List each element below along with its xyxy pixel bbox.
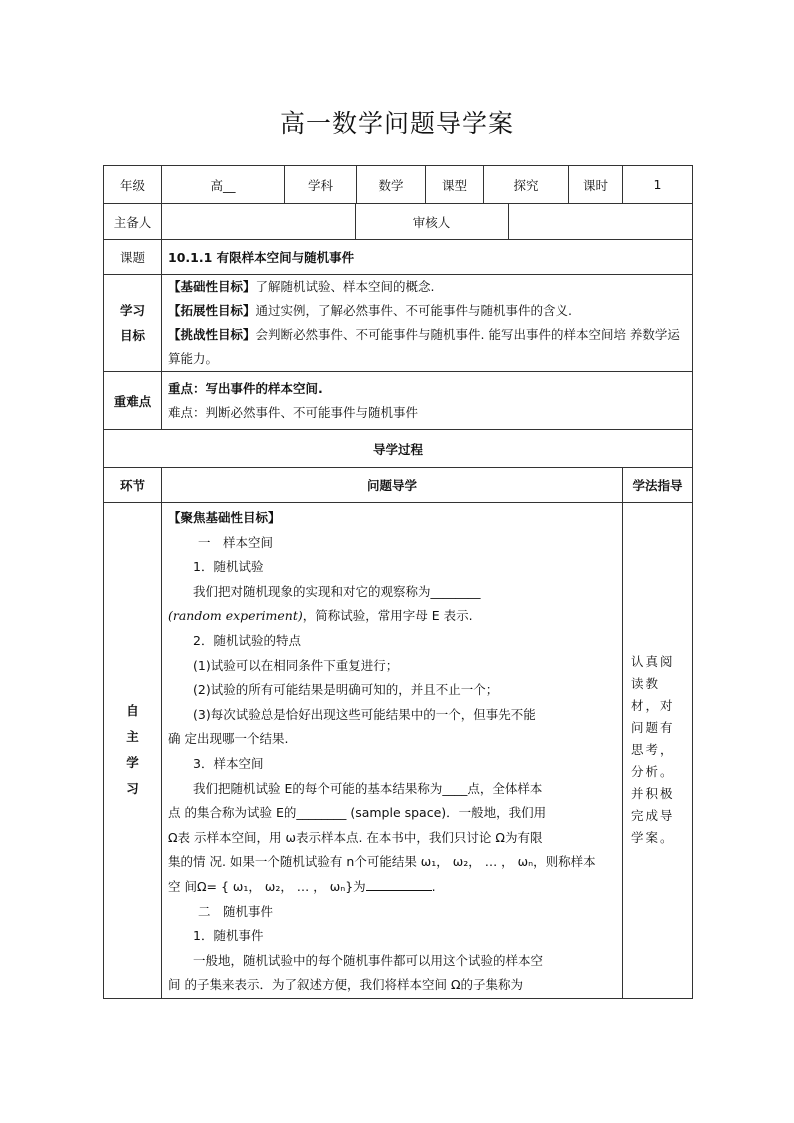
questions-column-header: 问题导学 [162, 468, 623, 503]
method-column-header: 学法指导 [623, 468, 693, 503]
lesson-plan-table [103, 165, 693, 999]
goal-basic-text: 了解随机试验、样本空间的概念. [255, 279, 435, 294]
row-staff [104, 204, 693, 240]
key-focus: 重点：写出事件的样本空间. [168, 380, 323, 396]
feature-3-cont: 确 定出现哪一个结果. [168, 731, 289, 747]
answer-blank[interactable] [366, 877, 432, 891]
page-title: 高一数学问题导学案 [279, 109, 514, 138]
topic-value: 10.1.1 有限样本空间与随机事件 [162, 240, 693, 275]
goals-label [104, 275, 162, 372]
type-label: 课型 [426, 166, 484, 204]
goal-expand [168, 299, 686, 323]
stage-self-study [104, 503, 162, 999]
row-column-headers [104, 468, 693, 503]
goals-label-2: 目标 [119, 328, 145, 343]
para-event-1: 一般地，随机试验中的每个随机事件都可以用这个试验的样本空 [193, 952, 544, 968]
para-event-2: 间 的子集来表示．为了叙述方便，我们将样本空间 Ω的子集称为 [168, 977, 524, 993]
feature-1: (1)试验可以在相同条件下重复进行； [193, 657, 399, 673]
para-experiment-2-rest: ，简称试验，常用字母 E 表示. [302, 608, 473, 624]
period-value: 1 [623, 166, 693, 204]
feature-3: (3)每次试验总是恰好出现这些可能结果中的一个，但事先不能 [193, 706, 536, 722]
goal-challenge [168, 323, 686, 371]
stage-char: 习 [126, 781, 139, 797]
subheading-features: 2．随机试验的特点 [193, 632, 301, 648]
goal-basic-tag: 【基础性目标】 [168, 279, 256, 294]
grade-label: 年级 [104, 166, 162, 204]
english-term: (random experiment) [168, 608, 303, 624]
type-value: 探究 [484, 166, 569, 204]
row-topic [104, 240, 693, 275]
process-header: 导学过程 [104, 430, 693, 468]
subheading-sample-space: 3．样本空间 [193, 755, 264, 771]
stage-char: 自 [126, 703, 139, 719]
key-points-content [162, 372, 693, 430]
goals-content [162, 275, 693, 372]
subject-value: 数学 [357, 166, 426, 204]
staff-inner [162, 204, 692, 239]
para-sample-space-1: 我们把随机试验 E的每个可能的基本结果称为____点，全体样本 [193, 780, 543, 796]
section-tag: 【聚焦基础性目标】 [168, 510, 281, 525]
subject-label: 学科 [285, 166, 357, 204]
grade-value: 高__ [162, 166, 285, 204]
key-difficulty: 难点：判断必然事件、不可能事件与随机事件 [168, 404, 419, 420]
row-basic-info [104, 166, 693, 204]
method-guidance: 认真阅读教材，对问题有思考，分析。并积极完成导学案。 [623, 503, 693, 999]
goal-challenge-tag: 【挑战性目标】 [168, 327, 256, 342]
row-goals [104, 275, 693, 372]
stage-char: 主 [126, 729, 139, 745]
reviewer-label: 审核人 [355, 204, 508, 239]
goal-expand-text: 通过实例，了解必然事件、不可能事件与随机事件的含义. [255, 303, 572, 318]
questions-content [162, 503, 623, 999]
para-sample-space-3: Ω表 示样本空间，用 ω表示样本点. 在本书中，我们只讨论 Ω为有限 [168, 829, 543, 845]
stage-column-header: 环节 [104, 468, 162, 503]
heading-sample-space: 一 样本空间 [198, 534, 274, 550]
para-sample-space-2: 点 的集合称为试验 E的________ (sample space)．一般地，我们用 [168, 805, 547, 821]
feature-2: (2)试验的所有可能结果是明确可知的，并且不止一个； [193, 682, 499, 698]
row-process-header [104, 430, 693, 468]
stage-char: 学 [126, 755, 139, 771]
para-sample-space-5-end: . [431, 878, 436, 894]
goal-expand-tag: 【拓展性目标】 [168, 303, 256, 318]
row-key-points [104, 372, 693, 430]
goals-label-1: 学习 [119, 303, 145, 318]
para-sample-space-5-text: 空 间Ω= { ω₁， ω₂， … ， ωₙ}为 [168, 878, 366, 894]
reviewer-value [508, 204, 692, 239]
row-self-study [104, 503, 693, 999]
goal-basic [168, 275, 686, 299]
para-sample-space-4: 集的情 况. 如果一个随机试验有 n个可能结果 ω₁， ω₂， … ， ωₙ，则称样本 [168, 854, 596, 870]
subheading-random-experiment: 1．随机试验 [193, 559, 264, 575]
subheading-random-event: 1．随机事件 [193, 928, 264, 944]
key-points-label: 重难点 [104, 372, 162, 430]
host-label: 主备人 [104, 204, 162, 240]
para-experiment-2 [168, 604, 616, 629]
staff-cell [162, 204, 693, 240]
para-experiment-1: 我们把对随机现象的实现和对它的观察称为________ [193, 583, 481, 599]
heading-random-events: 二 随机事件 [198, 903, 274, 919]
host-value [162, 204, 355, 239]
para-sample-space-5 [168, 875, 616, 900]
topic-label: 课题 [104, 240, 162, 275]
period-label: 课时 [569, 166, 623, 204]
goal-challenge-text: 会判断必然事件、不可能事件与随机事件. 能写出事件的样本空间培 养数学运算能力。 [168, 327, 680, 366]
